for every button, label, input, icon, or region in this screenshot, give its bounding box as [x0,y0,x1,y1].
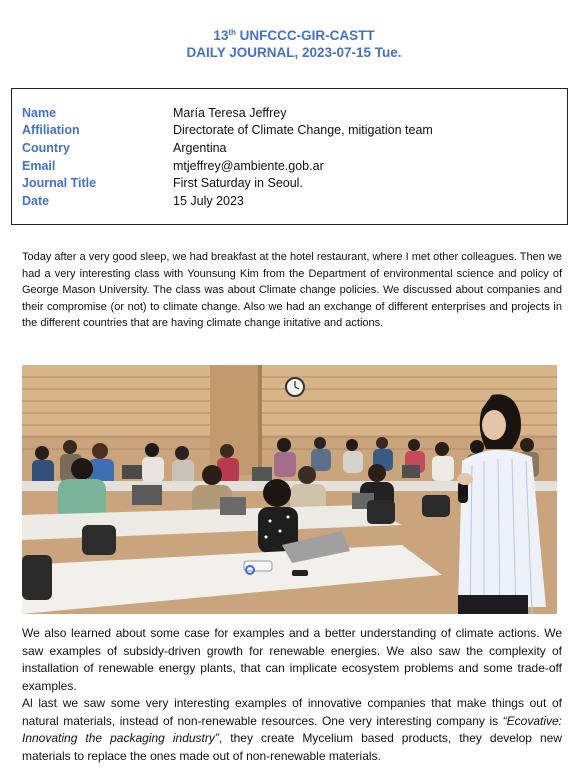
info-value: Directorate of Climate Change, mitigation team [173,123,433,137]
journal-title-line1 [0,23,588,45]
innovation-text-end: , they create Mycelium based products, they develop new materials to replace the ones made out of non-renewable materials. [22,731,562,763]
info-label: Date [22,194,50,208]
journal-title-line2: DAILY JOURNAL, 2023-07-15 Tue. [186,45,402,60]
info-label: Journal Title [22,176,97,190]
info-value: Argentina [173,141,227,155]
edition-suffix: th [228,28,236,37]
info-value: María Teresa Jeffrey [173,106,287,120]
info-label: Name [22,106,57,120]
edition-title: UNFCCC-GIR-CASTT [235,28,375,43]
paragraph-innovation [22,695,562,765]
intro-paragraph: Today after a very good sleep, we had breakfast at the hotel restaurant, where I met other colleagues. Then we had a very interesting class with Younsung Kim from the Department of environmental science and policy of George Mason University. The class was about Climate change policies. We discussed about companies and their compromise (or not) to climate change. Also we had an exchange of different enterprises and projects in the different countries that are having climate change initative and actions. [22,251,562,330]
classroom-photo [22,365,557,614]
info-value: mtjeffrey@ambiente.gob.ar [173,159,324,173]
closing-section [22,625,562,765]
innovation-text-start: Al last we saw some very interesting examples of innovative companies that make things out of natural materials, instead of non-renewable resources. One very interesting company is [22,696,562,728]
info-label: Email [22,159,56,173]
info-label: Country [22,141,70,155]
info-label: Affiliation [22,123,80,137]
edition-number: 13 [213,28,229,43]
paragraph-renewables: We also learned about some case for examples and a better understanding of climate actions. We saw examples of subsidy-driven growth for renewable energies. We also saw the complexity of installation of renewable energy plants, that can implicate ecosystem problems and some trade-off examples. [22,626,562,693]
info-value: First Saturday in Seoul. [173,176,303,190]
info-value: 15 July 2023 [173,194,244,208]
classroom-photo-illustration [22,365,557,614]
info-box [11,88,568,225]
ecovative-quote: “Ecovative: Innovating the packaging industry” [22,713,562,745]
